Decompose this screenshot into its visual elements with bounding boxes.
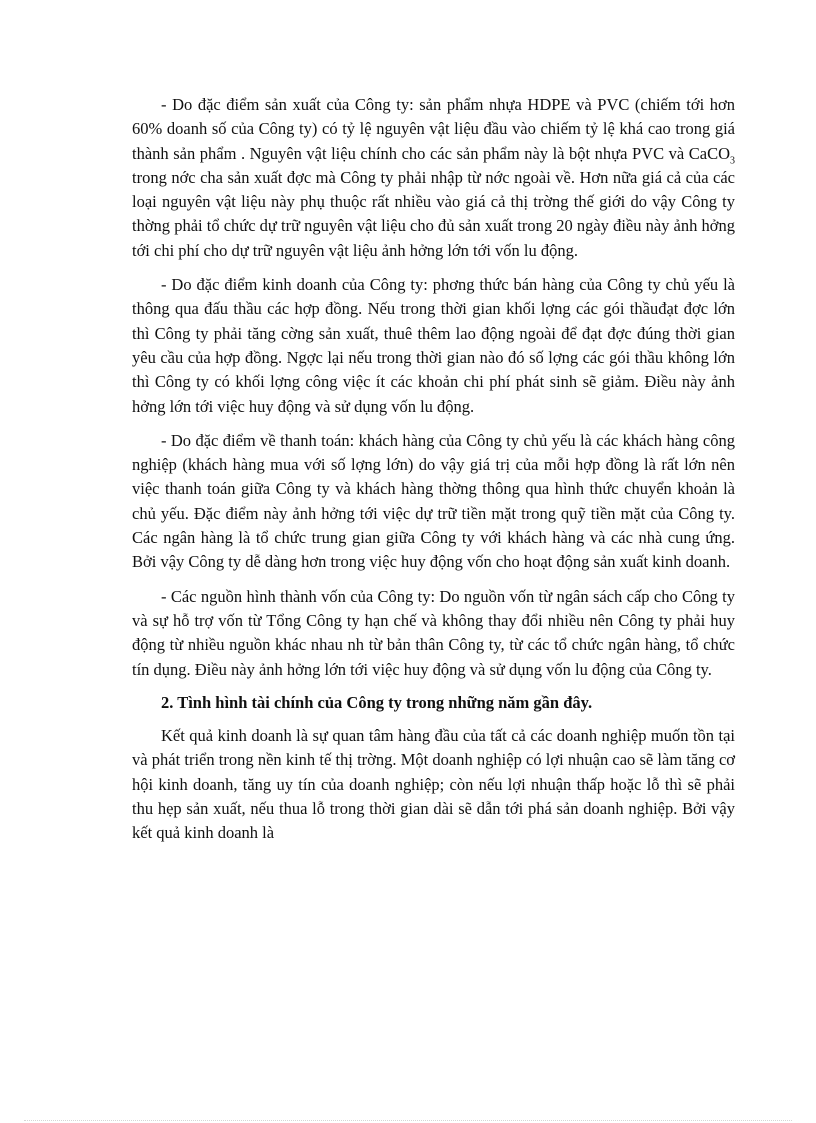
paragraph-business-results: Kết quả kinh doanh là sự quan tâm hàng đầu của tất cả các doanh nghiệp muốn tồn tại và phát triển trong nền kinh tế thị trờng. Một doanh nghiệp có lợi nhuận cao sẽ làm tăng cơ hội kinh doanh, tăng uy tín của doanh nghiệp; còn nếu lợi nhuận thấp hoặc lỗ thì sẽ phải thu hẹp sản xuất, nếu thua lỗ trong thời gian dài sẽ dẫn tới phá sản doanh nghiệp. Bởi vậy kết quả kinh doanh là	[132, 726, 735, 843]
paragraph-text-part-1: - Do đặc điểm sản xuất của Công ty: sản phẩm nhựa HDPE và PVC (chiếm tới hơn 60% doanh số của Công ty) có tỷ lệ nguyên vật liệu đầu vào chiếm tỷ lệ khá cao trong giá thành sản phẩm . Nguyên vật liệu chính cho các sản phẩm này là bột nhựa PVC và CaCO	[132, 95, 735, 163]
paragraph-production-characteristics	[132, 93, 735, 263]
paragraph-text-part-2: trong nớc cha sản xuất đợc mà Công ty phải nhập từ nớc ngoài về. Hơn nữa giá cả của các loại nguyên vật liệu này phụ thuộc rất nhiều vào giá cả thị trờng thế giới do vậy Công ty thờng phải tổ chức dự trữ nguyên vật liệu cho đủ sản xuất trong 20 ngày điều này ảnh hởng tới chi phí cho dự trữ nguyên vật liệu ảnh hởng lớn tới vốn lu động.	[132, 167, 735, 260]
subscript-3: 3	[730, 154, 735, 166]
section-heading: 2. Tình hình tài chính của Công ty trong những năm gần đây.	[161, 692, 593, 712]
document-page	[132, 93, 735, 846]
page-bottom-divider	[24, 1120, 792, 1121]
paragraph-payment-characteristics: - Do đặc điểm về thanh toán: khách hàng của Công ty chủ yếu là các khách hàng công nghiệp (khách hàng mua với số lợng lớn) do vậy giá trị của mỗi hợp đồng là rất lớn nên việc thanh toán giữa Công ty và khách hàng thờng thông qua hình thức chuyển khoản là chủ yếu. Đặc điểm này ảnh hởng tới việc dự trữ tiền mặt trong quỹ tiền mặt của Công ty. Các ngân hàng là tổ chức trung gian giữa Công ty với khách hàng và các nhà cung ứng. Bởi vậy Công ty dễ dàng hơn trong việc huy động vốn cho hoạt động sản xuất kinh doanh.	[132, 430, 735, 572]
paragraph-business-characteristics: - Do đặc điểm kinh doanh của Công ty: phơng thức bán hàng của Công ty chủ yếu là thông qua đấu thầu các hợp đồng. Nếu trong thời gian khối lợng các gói thầuđạt đợc lớn thì Công ty phải tăng cờng sản xuất, thuê thêm lao động ngoài để đạt đợc đúng thời gian yêu cầu của hợp đồng. Ngợc lại nếu trong thời gian nào đó số lợng các gói thầu không lớn thì Công ty có khối lợng công việc ít các khoản chi phí phát sinh sẽ giảm. Điều này ảnh hởng lớn tới việc huy động và sử dụng vốn lu động.	[132, 275, 735, 416]
paragraph-capital-sources: - Các nguồn hình thành vốn của Công ty: Do nguồn vốn từ ngân sách cấp cho Công ty và sự hỗ trợ vốn từ Tổng Công ty hạn chế và không thay đổi nhiều nên Công ty phải huy động từ nhiều nguồn khác nhau nh từ bản thân Công ty, từ các tổ chức ngân hàng, tổ chức tín dụng. Điều này ảnh hởng lớn tới việc huy động và sử dụng vốn lu động của Công ty.	[132, 586, 735, 679]
